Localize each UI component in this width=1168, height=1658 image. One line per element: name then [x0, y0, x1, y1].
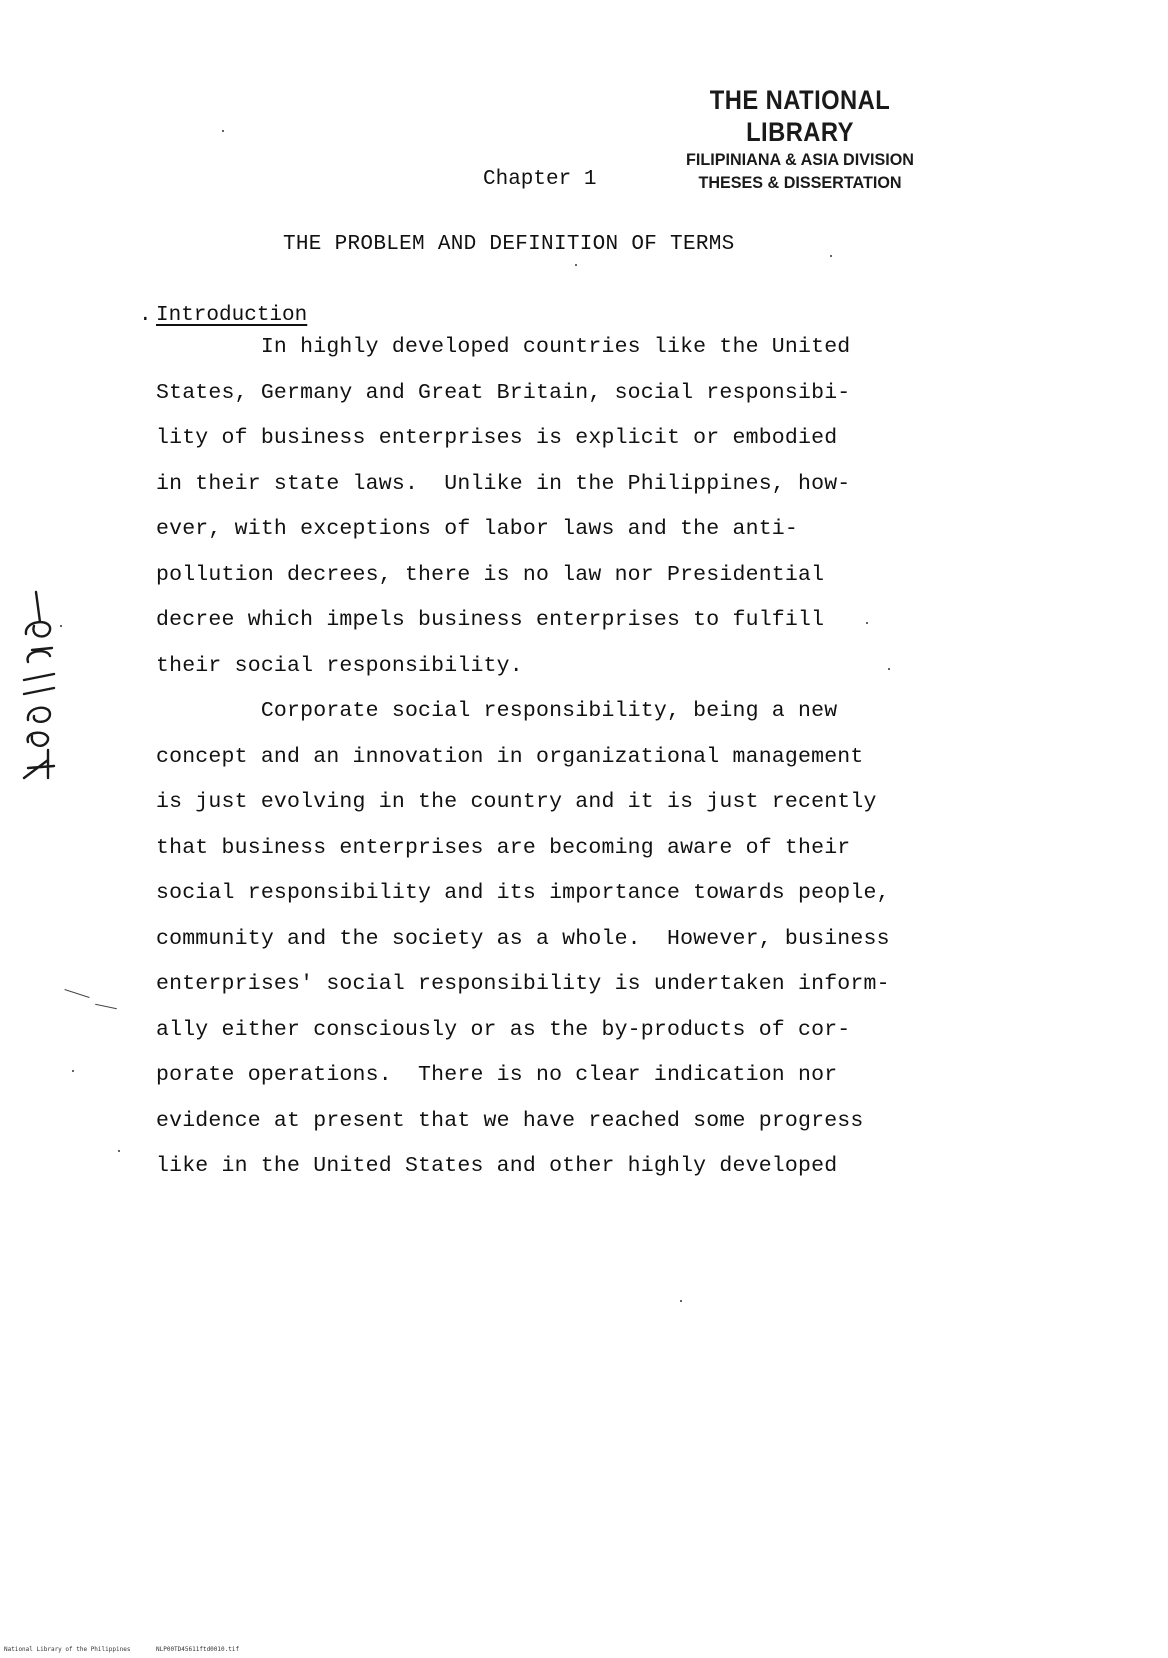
- chapter-label: Chapter 1: [483, 168, 597, 191]
- scan-mark: [95, 1004, 117, 1010]
- body-line: in their state laws. Unlike in the Philippines, how-: [156, 472, 851, 496]
- footer-source: National Library of the Philippines: [4, 1646, 131, 1653]
- scan-speck: [72, 1070, 74, 1072]
- body-line: porate operations. There is no clear indication nor: [156, 1063, 838, 1087]
- stamp-division: FILIPINIANA & ASIA DIVISION: [686, 150, 914, 169]
- scan-speck: [118, 1150, 120, 1152]
- bullet-mark: .: [139, 304, 152, 327]
- handwritten-accession-number: [14, 590, 64, 790]
- section-title: Introduction: [156, 304, 308, 327]
- body-line: decree which impels business enterprises to fulfill: [156, 608, 825, 632]
- body-line: concept and an innovation in organizational management: [156, 745, 864, 769]
- scan-mark: [64, 989, 89, 998]
- body-line: enterprises' social responsibility is undertaken inform-: [156, 972, 890, 996]
- body-line: social responsibility and its importance towards people,: [156, 881, 890, 905]
- footer-filename: NLP00TD45611ftd0010.tif: [156, 1646, 240, 1653]
- body-line: ever, with exceptions of labor laws and the anti-: [156, 517, 799, 541]
- body-line: Corporate social responsibility, being a new: [156, 699, 838, 723]
- scan-speck: [866, 622, 868, 624]
- body-line: ally either consciously or as the by-products of cor-: [156, 1018, 851, 1042]
- body-line: In highly developed countries like the United: [156, 335, 851, 359]
- chapter-heading: THE PROBLEM AND DEFINITION OF TERMS: [283, 233, 735, 256]
- body-line: pollution decrees, there is no law nor Presidential: [156, 563, 825, 587]
- body-line: that business enterprises are becoming aware of their: [156, 836, 851, 860]
- body-line: lity of business enterprises is explicit or embodied: [156, 426, 838, 450]
- body-line: like in the United States and other highly developed: [156, 1154, 838, 1178]
- library-stamp: [640, 84, 960, 194]
- body-line: community and the society as a whole. However, business: [156, 927, 890, 951]
- body-line: evidence at present that we have reached some progress: [156, 1109, 864, 1133]
- body-line: is just evolving in the country and it is just recently: [156, 790, 877, 814]
- scan-speck: [60, 625, 62, 627]
- scan-speck: [222, 130, 224, 132]
- scan-speck: [888, 668, 890, 670]
- stamp-title: THE NATIONAL LIBRARY: [709, 85, 891, 147]
- scan-speck: [680, 1300, 682, 1302]
- scan-speck: [830, 255, 832, 257]
- body-line: their social responsibility.: [156, 654, 523, 678]
- stamp-collection: THESES & DISSERTATION: [698, 173, 902, 192]
- scan-speck: [575, 264, 577, 266]
- body-line: States, Germany and Great Britain, social responsibi-: [156, 381, 851, 405]
